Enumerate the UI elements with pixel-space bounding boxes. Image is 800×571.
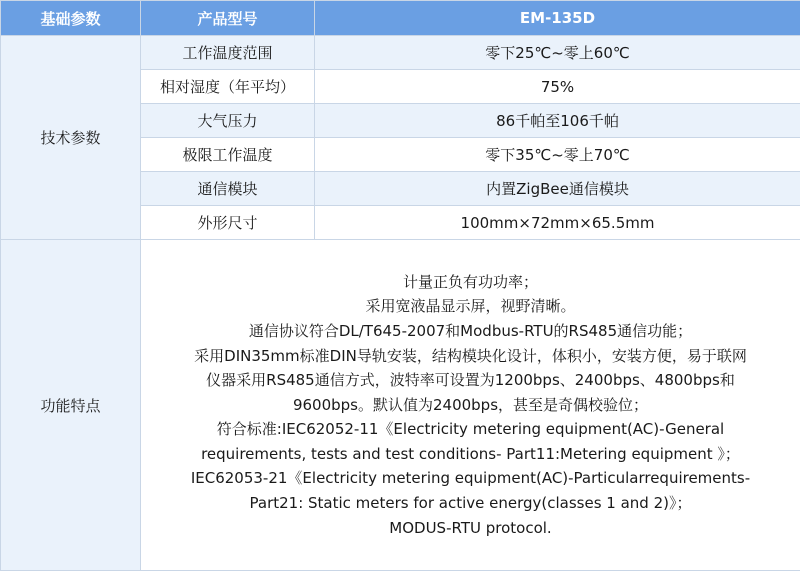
group-features: 功能特点 [1, 240, 141, 571]
row-value: 100mm×72mm×65.5mm [315, 206, 800, 240]
row-value: 内置ZigBee通信模块 [315, 172, 800, 206]
feature-line: Part21: Static meters for active energy(classes 1 and 2)》； [147, 491, 794, 516]
row-label: 大气压力 [141, 104, 315, 138]
feature-line: IEC62053-21《Electricity metering equipment(AC)-Particularrequirements- [147, 466, 794, 491]
feature-line: 通信协议符合DL/T645-2007和Modbus-RTU的RS485通信功能； [147, 319, 794, 344]
feature-line: 9600bps。默认值为2400bps，甚至是奇偶校验位； [147, 393, 794, 418]
table-row [1, 36, 800, 70]
features-row [1, 240, 800, 571]
feature-line: 仪器采用RS485通信方式，波特率可设置为1200bps、2400bps、4800bps和 [147, 368, 794, 393]
features-text [141, 240, 800, 571]
row-value: 75% [315, 70, 800, 104]
header-basic-params: 基础参数 [1, 1, 141, 36]
group-tech-params: 技术参数 [1, 36, 141, 240]
header-product-model: 产品型号 [141, 1, 315, 36]
row-value: 零下25℃~零上60℃ [315, 36, 800, 70]
row-label: 相对湿度（年平均） [141, 70, 315, 104]
row-label: 工作温度范围 [141, 36, 315, 70]
header-model-value: EM-135D [315, 1, 800, 36]
feature-line: requirements, tests and test conditions- Part11:Metering equipment 》； [147, 442, 794, 467]
feature-line: 采用宽液晶显示屏，视野清晰。 [147, 294, 794, 319]
feature-line: 计量正负有功功率； [147, 270, 794, 295]
row-value: 86千帕至106千帕 [315, 104, 800, 138]
row-value: 零下35℃~零上70℃ [315, 138, 800, 172]
feature-line: 符合标准:IEC62052-11《Electricity metering equipment(AC)-General [147, 417, 794, 442]
row-label: 通信模块 [141, 172, 315, 206]
feature-line: 采用DIN35mm标准DIN导轨安装，结构模块化设计，体积小，安装方便，易于联网 [147, 344, 794, 369]
header-row [1, 1, 800, 36]
row-label: 极限工作温度 [141, 138, 315, 172]
feature-line: MODUS-RTU protocol. [147, 516, 794, 541]
row-label: 外形尺寸 [141, 206, 315, 240]
